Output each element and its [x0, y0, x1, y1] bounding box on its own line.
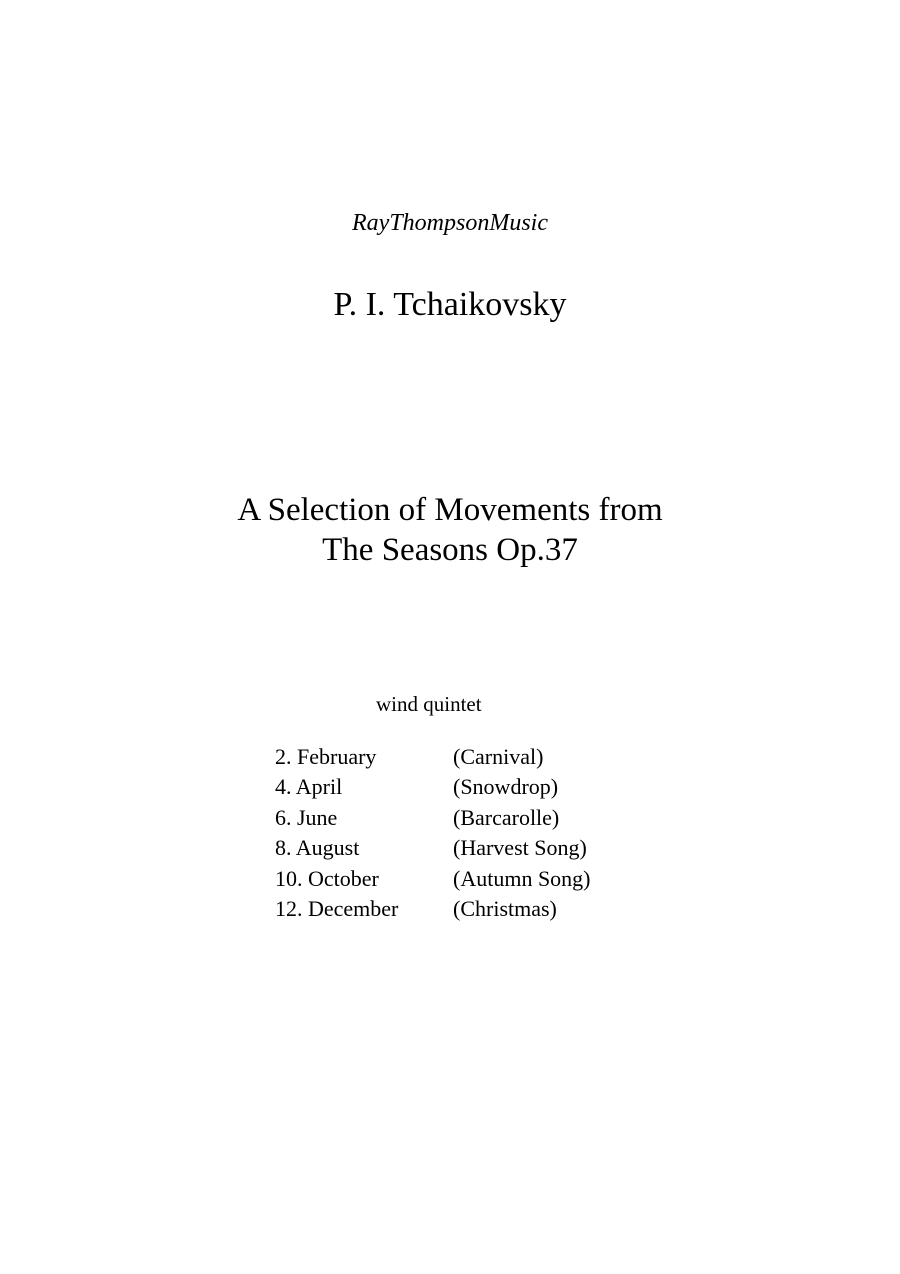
instrumentation: wind quintet — [376, 692, 482, 716]
movement-name: 6. June — [275, 804, 338, 830]
movement-item — [275, 894, 591, 924]
movement-subtitle: (Harvest Song) — [453, 835, 587, 861]
movement-name: 8. August — [275, 835, 360, 861]
composer-name: P. I. Tchaikovsky — [333, 286, 567, 323]
movement-subtitle: (Carnival) — [453, 744, 544, 769]
movement-name: 12. December — [275, 895, 399, 921]
movement-item — [275, 833, 591, 863]
work-title-line-2: The Seasons Op.37 — [322, 532, 578, 568]
movement-name: 4. April — [275, 774, 343, 800]
movement-item — [275, 864, 591, 894]
movement-name: 10. October — [275, 865, 379, 891]
movement-subtitle: (Christmas) — [453, 895, 557, 921]
movement-name: 2. February — [275, 744, 377, 769]
movement-item — [275, 803, 591, 833]
movement-subtitle: (Autumn Song) — [453, 865, 591, 891]
movement-list — [275, 742, 591, 924]
work-title — [0, 490, 900, 570]
publisher-name: RayThompsonMusic — [352, 210, 548, 236]
work-title-line-1: A Selection of Movements from — [237, 492, 663, 528]
movement-subtitle: (Snowdrop) — [453, 774, 559, 800]
movement-subtitle: (Barcarolle) — [453, 804, 560, 830]
movement-item — [275, 742, 591, 772]
movement-item — [275, 772, 591, 802]
